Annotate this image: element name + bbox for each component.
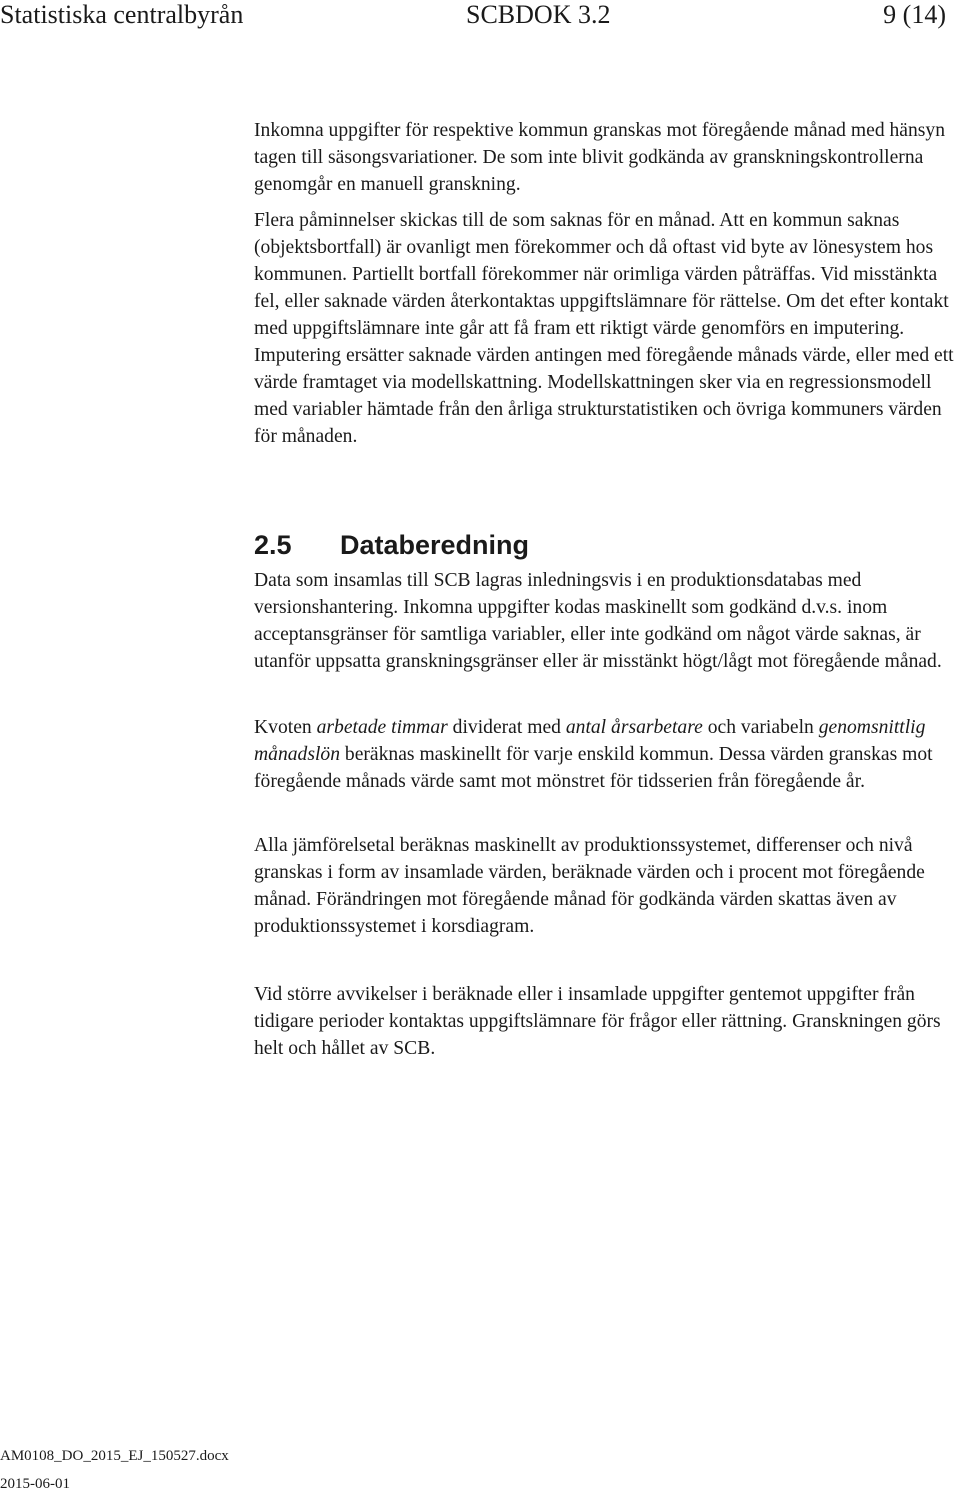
paragraph-review-intro: Inkomna uppgifter för respektive kommun granskas mot föregående månad med hänsyn tagen till säsongsvariationer. De som inte blivit godkända av granskningskontrollerna genomgår en manuell granskning. xyxy=(254,120,946,195)
paragraph-reminders-imputation: Flera påminnelser skickas till de som saknas för en månad. Att en kommun saknas (objektsbortfall) är ovanligt men förekommer och då oftast vid byte av lönesystem hos kommunen. Partiellt bortfall förekommer när orimliga värden påträffas. Vid misstänkta fel, eller saknade värden återkontaktas uppgiftslämnare för rättelse. Om det efter kontakt med uppgiftslämnare inte går att få fram ett riktigt värde genomförs en imputering. Imputering ersätter saknade värden antingen med föregående månads värde, eller med ett värde framtaget via modellskattning. Modellskattningen sker via en regressionsmodell med variabler hämtade från den årliga strukturstatistiken och övriga kommuners värden för månaden. xyxy=(254,210,954,447)
organization-name: Statistiska centralbyrån xyxy=(0,0,244,29)
section-title: Databeredning xyxy=(340,530,530,560)
term-genomsnittlig-manadslon: genomsnittlig månadslön xyxy=(254,717,926,765)
section-heading xyxy=(254,528,529,562)
footer-filename: AM0108_DO_2015_EJ_150527.docx xyxy=(0,1448,229,1464)
document-id: SCBDOK 3.2 xyxy=(466,0,611,29)
section-number: 2.5 xyxy=(254,530,292,560)
paragraph-data-storage: Data som insamlas till SCB lagras inledningsvis i en produktionsdatabas med versionshantering. Inkomna uppgifter kodas maskinellt som godkänd d.v.s. inom acceptansgränser för samtliga variabler, eller inte godkänd om något värde saknas, är utanför uppsatta granskningsgränser eller är misstänkt högt/lågt mot föregående månad. xyxy=(254,570,942,672)
footer-date: 2015-06-01 xyxy=(0,1476,70,1492)
page-number: 9 (14) xyxy=(883,0,946,29)
paragraph-deviations: Vid större avvikelser i beräknade eller i insamlade uppgifter gentemot uppgifter från tidigare perioder kontaktas uppgiftslämnare för frågor eller rättning. Granskningen görs helt och hållet av SCB. xyxy=(254,984,941,1059)
paragraph-ratio-check: Kvoten arbetade timmar dividerat med antal årsarbetare och variabeln genomsnittlig månadslön beräknas maskinellt för varje enskild kommun. Dessa värden granskas mot föregående månads värde samt mot mönstret för tidsserien från föregående år. xyxy=(254,717,933,792)
term-arbetade-timmar: arbetade timmar xyxy=(316,717,448,738)
paragraph-comparisons: Alla jämförelsetal beräknas maskinellt av produktionssystemet, differenser och nivå granskas i form av insamlade värden, beräknade värden och i procent mot föregående månad. Förändringen mot föregående månad för godkända värden skattas även av produktionssystemet i korsdiagram. xyxy=(254,835,925,937)
page-header xyxy=(0,0,960,36)
term-antal-arsarbetare: antal årsarbetare xyxy=(565,717,703,738)
